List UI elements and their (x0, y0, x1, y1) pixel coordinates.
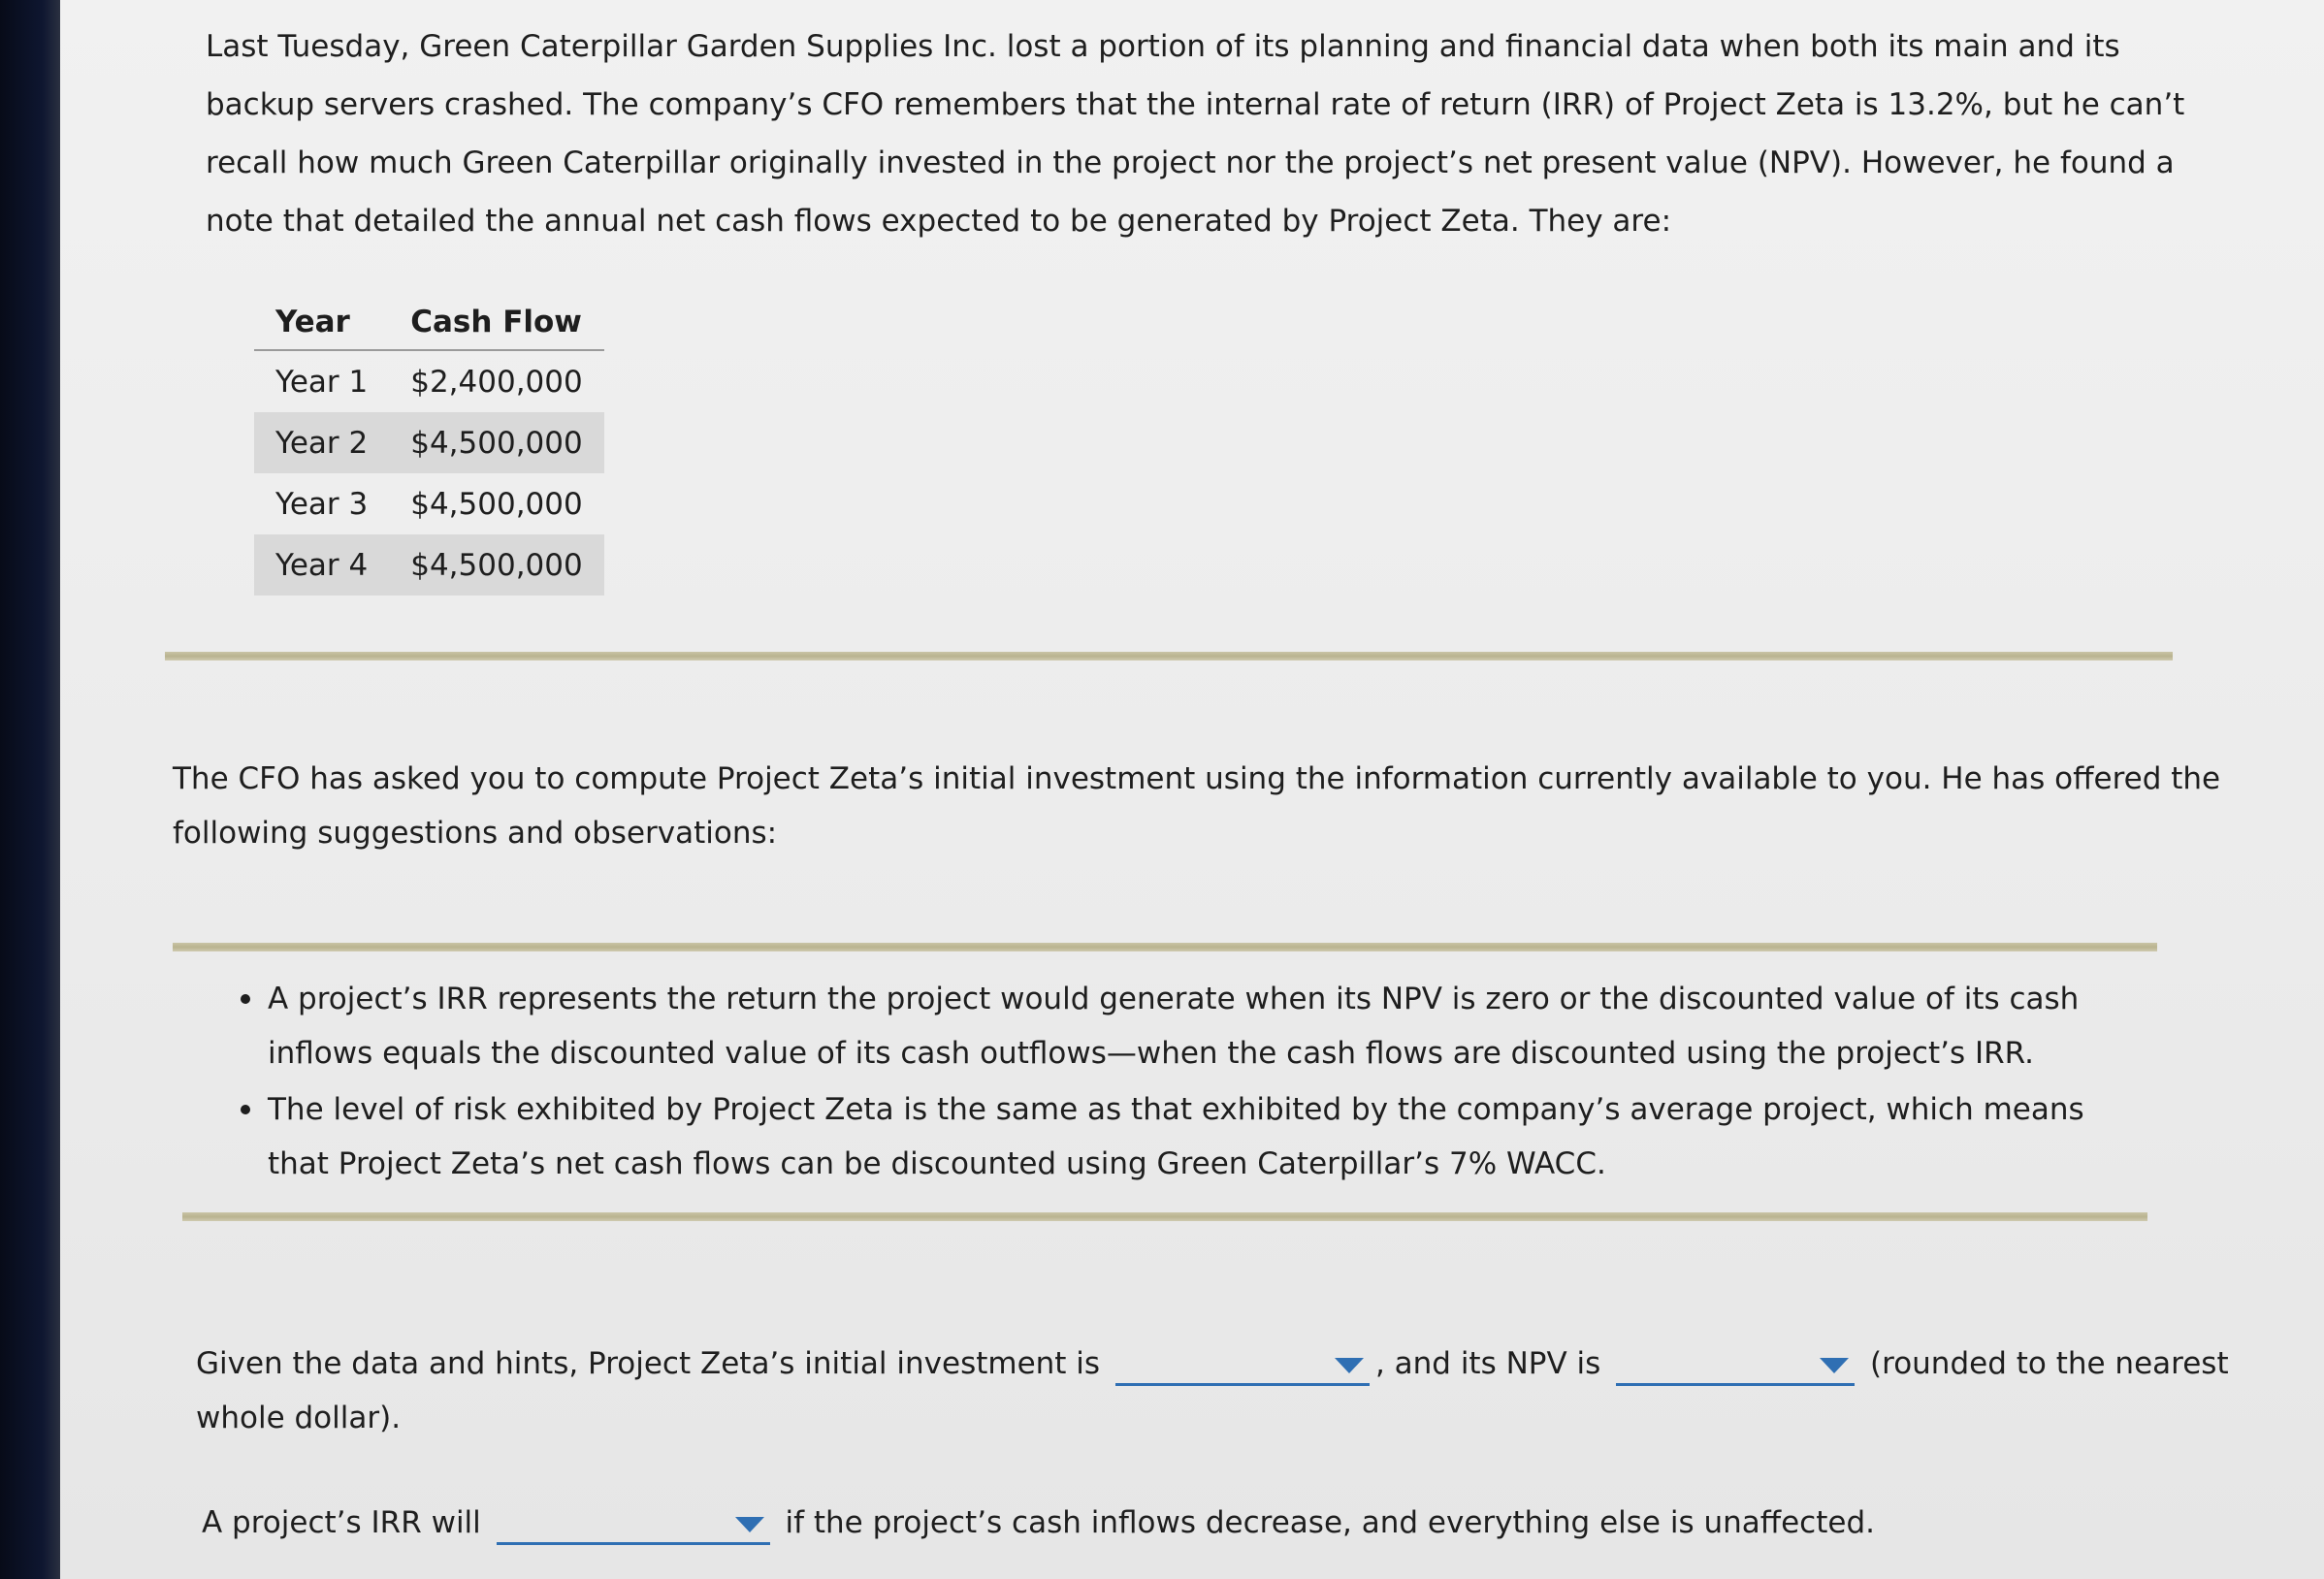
table-row (254, 350, 604, 412)
cash-flow-cell: $2,400,000 (410, 364, 583, 400)
year-cell: Year 4 (254, 534, 389, 596)
question-text: Given the data and hints, Project Zeta’s initial investment is (196, 1346, 1101, 1381)
year-cell: Year 3 (275, 486, 369, 522)
initial-investment-dropdown[interactable] (1115, 1344, 1370, 1386)
screen-bezel (0, 0, 60, 1579)
hints-list (235, 972, 2136, 1193)
table-row (254, 412, 604, 473)
table-row (254, 473, 604, 534)
cash-flow-cell: $4,500,000 (410, 486, 583, 522)
header-year: Year (254, 293, 389, 350)
list-item: A project’s IRR represents the return the project would generate when its NPV is zero or the discounted value of its cash inflows equals the discounted value of its cash outflows—when the cash flows are discounted using the project’s IRR. (235, 972, 2136, 1080)
question-initial-investment (196, 1337, 2233, 1445)
cfo-request-paragraph: The CFO has asked you to compute Project Zeta’s initial investment using the information currently available to you. He has offered the following suggestions and observations: (173, 761, 2221, 851)
question-text: (rounded to the nearest whole dollar). (196, 1346, 2229, 1435)
cash-flow-cell: $4,500,000 (389, 534, 604, 596)
intro-paragraph: Last Tuesday, Green Caterpillar Garden Supplies Inc. lost a portion of its planning and financial data when both its main and its backup servers crashed. The company’s CFO remembers that the internal rate of return (IRR) of Project Zeta is 13.2%, but he can’t recall how much Green Caterpillar originally invested in the project nor the project’s net present value (NPV). However, he found a note that detailed the annual net cash flows expected to be generated by Project Zeta. They are: (206, 29, 2185, 239)
question-text: , and its NPV is (1374, 1346, 1601, 1381)
year-cell: Year 2 (254, 412, 389, 473)
list-item: The level of risk exhibited by Project Zeta is the same as that exhibited by the company’s average project, which means that Project Zeta’s net cash flows can be discounted using Green Caterpillar’s 7% WACC. (235, 1082, 2136, 1191)
hints-bottom-divider (182, 1212, 2147, 1221)
question-text: A project’s IRR will (202, 1505, 481, 1540)
chevron-down-icon[interactable] (1335, 1358, 1364, 1373)
section-divider (165, 652, 2173, 661)
cash-flow-cell: $4,500,000 (389, 412, 604, 473)
cash-flow-table (254, 293, 604, 596)
chevron-down-icon[interactable] (1820, 1358, 1849, 1373)
problem-page (60, 0, 2324, 1579)
hints-top-divider (173, 943, 2157, 951)
table-header-row (254, 293, 604, 350)
irr-change-dropdown[interactable] (497, 1503, 770, 1545)
year-cell: Year 1 (275, 364, 369, 400)
table-row (254, 534, 604, 596)
chevron-down-icon[interactable] (735, 1517, 764, 1532)
npv-dropdown[interactable] (1616, 1344, 1855, 1386)
header-cash-flow: Cash Flow (389, 293, 604, 350)
question-irr-change (202, 1496, 2239, 1550)
question-text: if the project’s cash inflows decrease, and everything else is unaffected. (785, 1505, 1875, 1540)
